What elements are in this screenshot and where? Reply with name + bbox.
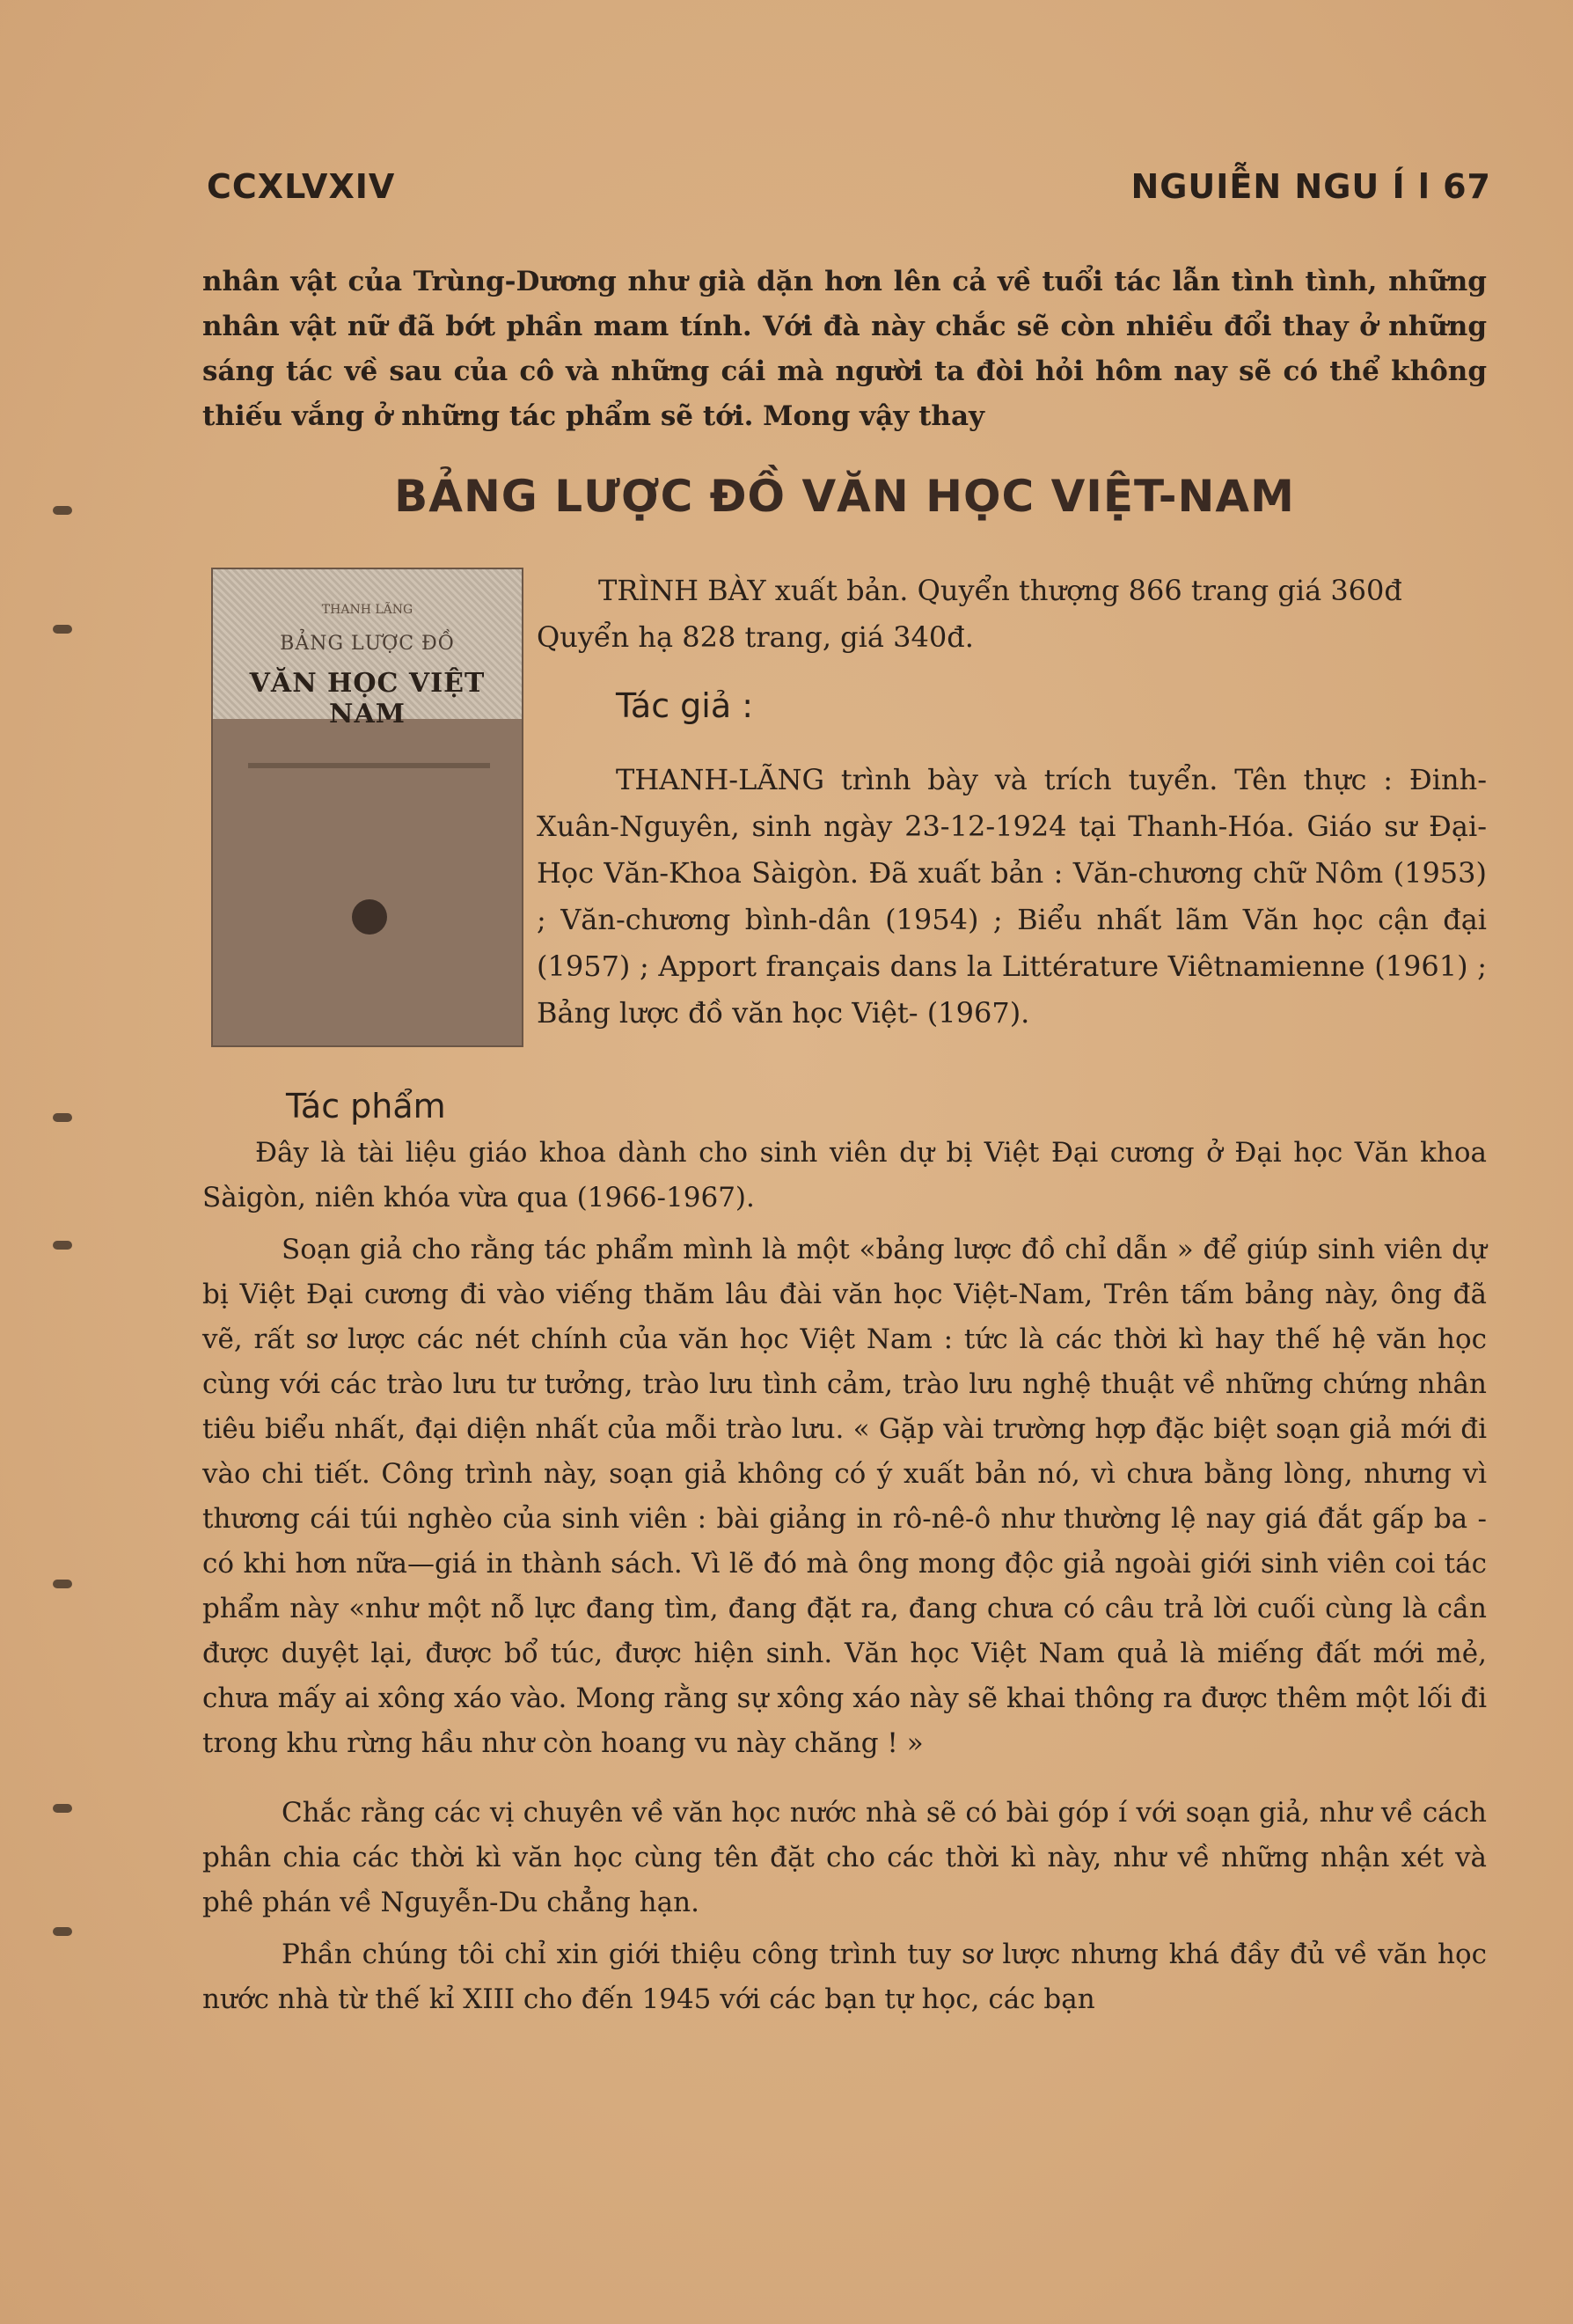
body-text bbox=[202, 1131, 1487, 2022]
running-header bbox=[207, 167, 1491, 211]
author-bio-block bbox=[537, 757, 1487, 1037]
publication-text: TRÌNH BÀY xuất bản. Quyển thượng 866 trang giá 360đ Quyển hạ 828 trang, giá 340đ. bbox=[537, 574, 1402, 654]
body-paragraph: Chắc rằng các vị chuyên về văn học nước nhà sẽ có bài góp í với soạn giả, như về cách phân chia các thời kì văn học cùng tên đặt cho các thời kì này, như về những nhận xét và phê phán về Nguyễn-Du chẳng hạn. bbox=[202, 1797, 1487, 1918]
body-paragraph: Đây là tài liệu giáo khoa dành cho sinh viên dự bị Việt Đại cương ở Đại học Văn khoa Sàigòn, niên khóa vừa qua (1966-1967). bbox=[202, 1137, 1487, 1213]
cover-emblem bbox=[352, 899, 387, 935]
binding-hole bbox=[53, 1580, 72, 1588]
cover-title-line2: VĂN HỌC VIỆT NAM bbox=[249, 668, 486, 729]
cover-title-line1: BẢNG LƯỢC ĐỒ bbox=[280, 633, 455, 655]
header-left: CCXLVXIV bbox=[207, 167, 396, 206]
body-paragraph: Soạn giả cho rằng tác phẩm mình là một «bảng lược đồ chỉ dẫn » để giúp sinh viên dự bị Việt Đại cương đi vào viếng thăm lâu đài văn học Việt-Nam, Trên tấm bảng này, ông đã vẽ, rất sơ lược các nét chính của văn học Việt Nam : tức là các thời kì hay thế hệ văn học cùng với các trào lưu tư tưởng, trào lưu tình cảm, trào lưu nghệ thuật về những chứng nhân tiêu biểu nhất, đại diện nhất của mỗi trào lưu. « Gặp vài trường hợp đặc biệt soạn giả mới đi vào chi tiết. Công trình này, soạn giả không có ý xuất bản nó, vì chưa bằng lòng, nhưng vì thương cái túi nghèo của sinh viên : bài giảng in rô-nê-ô như thường lệ nay giá đắt gấp ba - có khi hơn nữa—giá in thành sách. Vì lẽ đó mà ông mong độc giả ngoài giới sinh viên coi tác phẩm này «như một nỗ lực đang tìm, đang đặt ra, đang chưa có câu trả lời cuối cùng là cần được duyệt lại, được bổ túc, được hiện sinh. Văn học Việt Nam quả là miếng đất mới mẻ, chưa mấy ai xông xáo vào. Mong rằng sự xông xáo này sẽ khai thông ra được thêm một lối đi trong khu rừng hầu như còn hoang vu này chăng ! » bbox=[202, 1234, 1487, 1759]
book-title: BẢNG LƯỢC ĐỒ VĂN HỌC VIỆT-NAM bbox=[394, 471, 1295, 522]
book-cover-image bbox=[211, 568, 523, 1047]
publication-info bbox=[537, 568, 1487, 661]
intro-paragraph: nhân vật của Trùng-Dương như già dặn hơn lên cả về tuổi tác lẫn tình tình, những nhân vật nữ đã bớt phần mam tính. Với đà này chắc sẽ còn nhiều đổi thay ở những sáng tác về sau của cô và những cái mà người ta đòi hỏi hôm nay sẽ có thể không thiếu vắng ở những tác phẩm sẽ tới. Mong vậy thay bbox=[202, 266, 1487, 432]
binding-hole bbox=[53, 625, 72, 634]
author-heading: Tác giả : bbox=[616, 686, 754, 725]
binding-hole bbox=[53, 506, 72, 515]
work-heading: Tác phẩm bbox=[286, 1087, 446, 1125]
body-paragraph: Phần chúng tôi chỉ xin giới thiệu công trình tuy sơ lược nhưng khá đầy đủ về văn học nước nhà từ thế kỉ XIII cho đến 1945 với các bạn tự học, các bạn bbox=[202, 1939, 1487, 2015]
binding-hole bbox=[53, 1804, 72, 1813]
cover-decoration bbox=[248, 763, 490, 768]
binding-hole bbox=[53, 1113, 72, 1122]
intro-paragraph-block bbox=[202, 260, 1487, 439]
author-bio: THANH-LÃNG trình bày và trích tuyển. Tên thực : Đinh-Xuân-Nguyên, sinh ngày 23-12-1924 tại Thanh-Hóa. Giáo sư Đại-Học Văn-Khoa Sàigòn. Đã xuất bản : Văn-chương chữ Nôm (1953) ; Văn-chương bình-dân (1954) ; Biểu nhất lãm Văn học cận đại (1957) ; Apport français dans la Littérature Viêtnamienne (1961) ; Bảng lược đồ văn học Việt- (1967). bbox=[537, 763, 1487, 1030]
cover-author: THANH LÃNG bbox=[321, 603, 413, 617]
binding-hole bbox=[53, 1241, 72, 1250]
binding-hole bbox=[53, 1927, 72, 1936]
header-right: NGUIỄN NGU Í l 67 bbox=[1130, 167, 1491, 206]
